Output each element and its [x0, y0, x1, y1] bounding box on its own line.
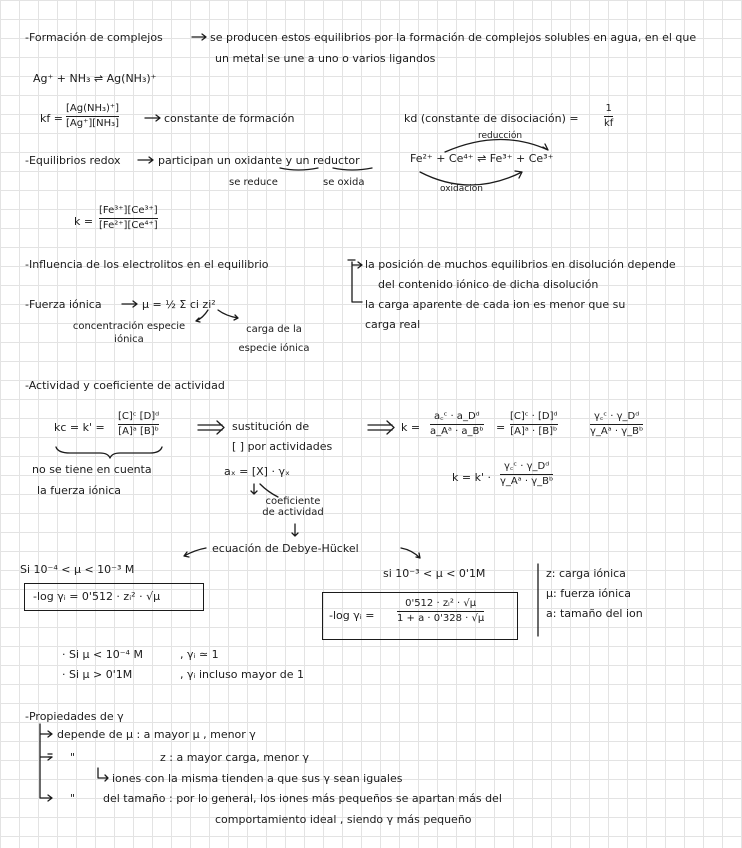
fraction-bar — [118, 424, 159, 425]
redox-k-label: k = — [74, 215, 94, 228]
case-low-result: , γᵢ ≃ 1 — [180, 648, 219, 661]
property-size-line2: comportamiento ideal , siendo γ más pequeño — [215, 813, 472, 826]
ionic-concentration-line1: concentración especie — [72, 321, 186, 332]
ionic-charge-note — [226, 320, 322, 358]
kf-denominator: [Ag⁺][NH₃] — [66, 118, 120, 129]
redox-reduced-note: se reduce — [229, 177, 278, 188]
debye-extended-box — [322, 592, 518, 640]
debye-extended-numerator: 0'512 · zᵢ² · √μ — [405, 598, 477, 609]
complexes-heading: -Formación de complejos — [25, 31, 163, 44]
kd-numerator: 1 — [605, 103, 612, 114]
debye-huckel-title: ecuación de Debye-Hückel — [212, 542, 359, 555]
property-charge-detail: iones con la misma tienden a que sus γ sean iguales — [112, 772, 403, 785]
legend-ionic-strength: μ: fuerza iónica — [546, 587, 631, 600]
electrolytes-point1-line1: la posición de muchos equilibrios en disolución depende — [365, 258, 676, 271]
case-high-result: , γᵢ incluso mayor de 1 — [180, 668, 304, 681]
ionic-charge-line1: carga de la — [246, 324, 302, 335]
ionic-ignored-note-line1: no se tiene en cuenta — [32, 463, 152, 476]
k-activity-fraction2 — [510, 411, 558, 438]
debye-limiting-formula: -log γᵢ = 0'512 · zᵢ² · √μ — [33, 590, 161, 603]
ke-numerator: [C]ᶜ [D]ᵈ — [118, 411, 160, 422]
redox-description: participan un oxidante y un reductor — [158, 154, 360, 167]
debye-extended-denominator: 1 + a · 0'328 · √μ — [397, 613, 485, 624]
concentration-numerator: [C]ᶜ · [D]ᵈ — [510, 411, 558, 422]
complexes-reaction: Ag⁺ + NH₃ ⇌ Ag(NH₃)⁺ — [33, 72, 157, 85]
property-charge: z : a mayor carga, menor γ — [160, 751, 309, 764]
concentration-denominator: [A]ᵃ · [B]ᵇ — [510, 426, 558, 437]
debye-range-limiting: Si 10⁻⁴ < μ < 10⁻³ M — [20, 563, 135, 576]
ionic-strength-formula: μ = ½ Σ ci zi² — [142, 298, 216, 311]
activity-definition: aₓ = [X] · γₓ — [224, 465, 290, 478]
ionic-charge-line2: especie iónica — [238, 343, 310, 354]
gamma-denominator: γ_Aᵃ · γ_Bᵇ — [590, 426, 644, 437]
electrolytes-point2-line2: carga real — [365, 318, 421, 331]
substitution-line2: [ ] por actividades — [232, 440, 333, 453]
oxidation-label: oxidación — [440, 184, 483, 194]
k-short-fraction — [500, 461, 553, 488]
case-low-condition: · Si μ < 10⁻⁴ M — [62, 648, 143, 661]
redox-heading: -Equilibrios redox — [25, 154, 121, 167]
activity-numerator: a꜀ᶜ · a_Dᵈ — [433, 411, 480, 422]
legend-ion-size: a: tamaño del ion — [546, 607, 643, 620]
fraction-bar — [604, 116, 613, 117]
fraction-bar — [99, 218, 158, 219]
debye-extended-fraction — [397, 598, 484, 625]
k-activity-fraction1 — [430, 411, 484, 438]
case-high-condition: · Si μ > 0'1M — [62, 668, 133, 681]
activity-coefficient-line2: de actividad — [262, 507, 324, 518]
debye-extended-lhs: -log γᵢ = — [329, 609, 375, 622]
equals-sign: = — [496, 421, 506, 434]
legend-charge: z: carga iónica — [546, 567, 626, 580]
fraction-bar — [590, 424, 643, 425]
redox-k-fraction — [99, 205, 158, 232]
kf-label: kf = — [40, 112, 63, 125]
redox-k-numerator: [Fe³⁺][Ce³⁺] — [99, 205, 158, 216]
kd-label: kd (constante de disociación) = — [404, 112, 579, 125]
kf-description: constante de formación — [164, 112, 295, 125]
kf-numerator: [Ag(NH₃)⁺] — [66, 103, 120, 114]
gamma-numerator: γ꜀ᶜ · γ_Dᵈ — [593, 411, 640, 422]
complexes-desc-line1: se producen estos equilibrios por la formación de complejos solubles en agua, en el que — [210, 31, 697, 44]
fraction-bar — [510, 424, 558, 425]
property-size-mark: " — [70, 792, 76, 805]
properties-heading: -Propiedades de γ — [25, 710, 124, 723]
complexes-desc-line2: un metal se une a uno o varios ligandos — [215, 52, 436, 65]
ke-denominator: [A]ᵃ [B]ᵇ — [118, 426, 159, 437]
fraction-bar — [66, 116, 119, 117]
ionic-concentration-line2: iónica — [114, 334, 144, 345]
ionic-concentration-note — [62, 320, 196, 346]
electrolytes-point2-line1: la carga aparente de cada ion es menor que su — [365, 298, 626, 311]
kd-fraction — [604, 103, 613, 130]
activity-coefficient-line1: coeficiente — [265, 496, 321, 507]
k-activity-label: k = — [401, 421, 421, 434]
property-ionic-strength: depende de μ : a mayor μ , menor γ — [57, 728, 256, 741]
redox-reaction: Fe²⁺ + Ce⁴⁺ ⇌ Fe³⁺ + Ce³⁺ — [410, 152, 554, 165]
k-activity-fraction3 — [590, 411, 643, 438]
ionic-strength-heading: -Fuerza iónica — [25, 298, 102, 311]
electrolytes-heading: -Influencia de los electrolitos en el equilibrio — [25, 258, 269, 271]
ionic-ignored-note-line2: la fuerza iónica — [37, 484, 122, 497]
reduction-label: reducción — [478, 131, 523, 141]
electrolytes-point1-line2: del contenido iónico de dicha disolución — [378, 278, 599, 291]
k-short-label: k = k' · — [452, 471, 491, 484]
redox-k-denominator: [Fe²⁺][Ce⁴⁺] — [99, 220, 158, 231]
fraction-bar — [397, 611, 484, 612]
property-size: del tamaño : por lo general, los iones más pequeños se apartan más del — [103, 792, 502, 805]
gamma-denominator: γ_Aᵃ · γ_Bᵇ — [500, 476, 554, 487]
fraction-bar — [500, 474, 553, 475]
substitution-line1: sustitución de — [232, 420, 310, 433]
property-charge-mark: " — [70, 751, 76, 764]
ke-label: kc = k' = — [54, 421, 105, 434]
fraction-bar — [430, 424, 484, 425]
gamma-numerator: γ꜀ᶜ · γ_Dᵈ — [503, 461, 550, 472]
debye-limiting-box — [24, 583, 204, 611]
activity-denominator: a_Aᵃ · a_Bᵇ — [430, 426, 484, 437]
ke-fraction — [118, 411, 159, 438]
redox-oxidized-note: se oxida — [323, 177, 365, 188]
activity-coefficient-note — [238, 496, 348, 518]
debye-range-extended: si 10⁻³ < μ < 0'1M — [383, 567, 486, 580]
activity-heading: -Actividad y coeficiente de actividad — [25, 379, 225, 392]
kd-denominator: kf — [604, 118, 614, 129]
kf-fraction — [66, 103, 119, 130]
